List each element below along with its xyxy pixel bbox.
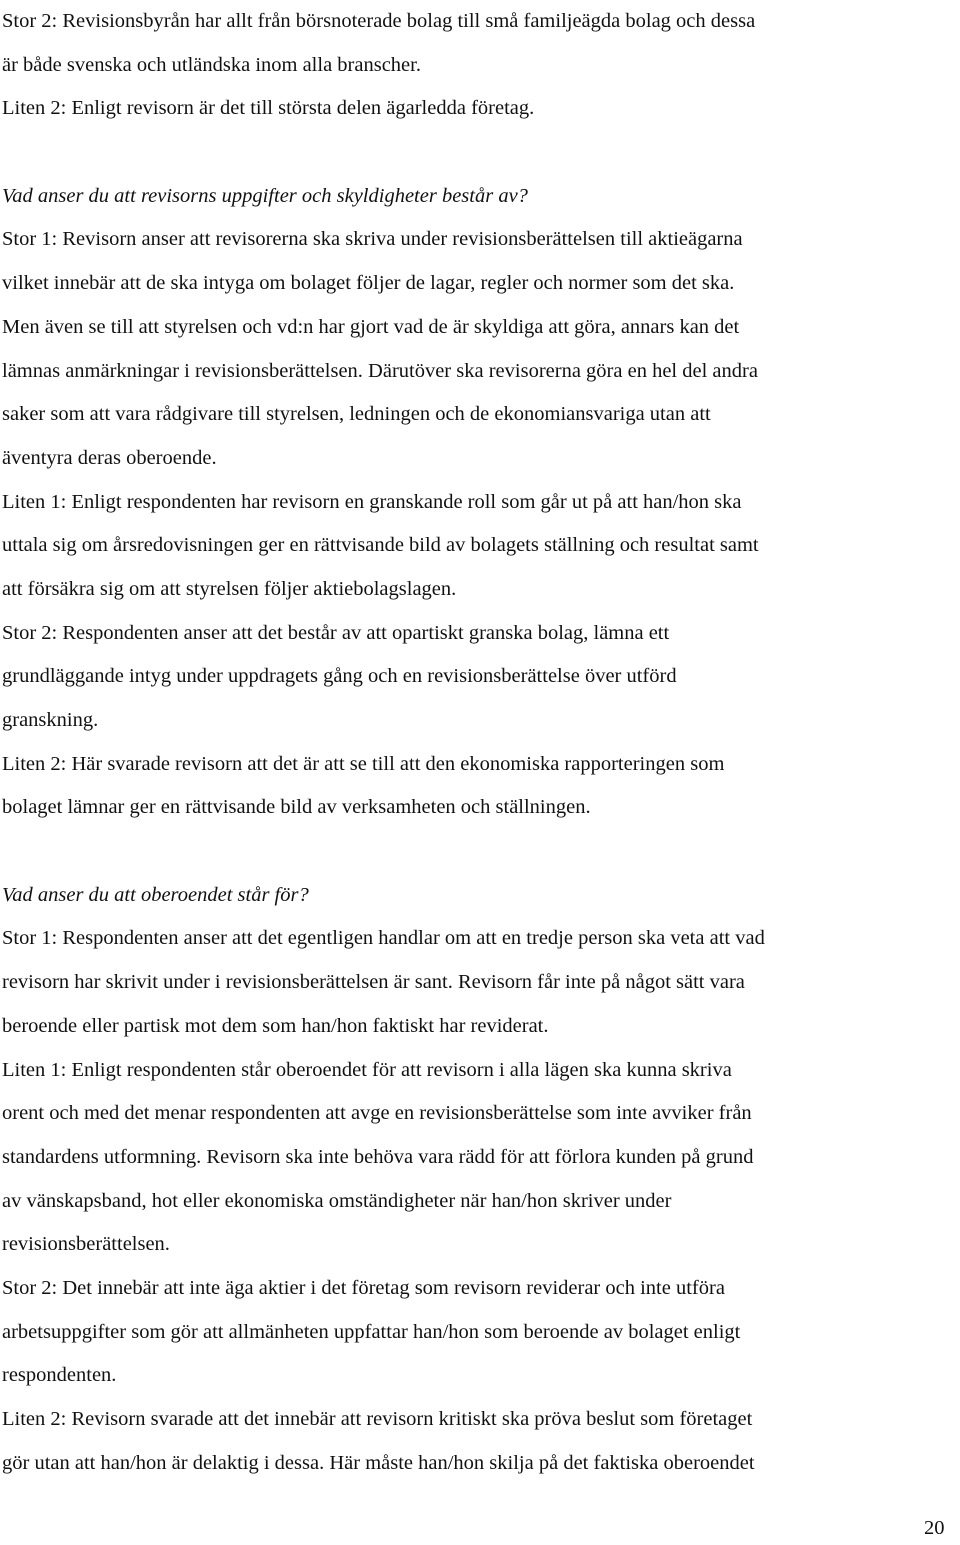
blank-line [2,830,954,874]
text-line: lämnas anmärkningar i revisionsberättelsen. Därutöver ska revisorerna göra en hel del andra [2,359,758,382]
text-line: av vänskapsband, hot eller ekonomiska omständigheter när han/hon skriver under [2,1189,672,1212]
text-line: revisorn har skrivit under i revisionsberättelsen är sant. Revisorn får inte på något sätt vara [2,971,745,994]
question-line: Vad anser du att oberoendet står för? [2,883,309,906]
document-body [2,0,954,1485]
text-line: är både svenska och utländska inom alla branscher. [2,53,421,76]
text-line: Liten 2: Här svarade revisorn att det är att se till att den ekonomiska rapporteringen som [2,752,725,775]
text-line: revisionsberättelsen. [2,1233,170,1256]
text-line: Liten 1: Enligt respondenten har revisorn en granskande roll som går ut på att han/hon ska [2,490,742,513]
text-line: Stor 2: Det innebär att inte äga aktier i det företag som revisorn reviderar och inte utföra [2,1276,725,1299]
question-line: Vad anser du att revisorns uppgifter och skyldigheter består av? [2,184,528,207]
text-line: att försäkra sig om att styrelsen följer aktiebolagslagen. [2,577,457,600]
text-line: Men även se till att styrelsen och vd:n har gjort vad de är skyldiga att göra, annars kan det [2,315,740,338]
blank-line [2,131,954,175]
text-line: Stor 2: Respondenten anser att det består av att opartiskt granska bolag, lämna ett [2,621,670,644]
text-line: uttala sig om årsredovisningen ger en rättvisande bild av bolagets ställning och resultat samt [2,534,759,557]
text-line: orent och med det menar respondenten att avge en revisionsberättelse som inte avviker från [2,1102,752,1125]
text-line: gör utan att han/hon är delaktig i dessa. Här måste han/hon skilja på det faktiska oberoendet [2,1451,755,1474]
text-line: äventyra deras oberoende. [2,446,217,469]
text-line: Liten 2: Enligt revisorn är det till största delen ägarledda företag. [2,97,535,120]
text-line: vilket innebär att de ska intyga om bolaget följer de lagar, regler och normer som det ska. [2,272,735,295]
text-line: beroende eller partisk mot dem som han/hon faktiskt har reviderat. [2,1014,549,1037]
text-line: standardens utformning. Revisorn ska inte behöva vara rädd för att förlora kunden på grund [2,1145,754,1168]
text-line: saker som att vara rådgivare till styrelsen, ledningen och de ekonomiansvariga utan att [2,403,711,426]
text-line: Stor 1: Revisorn anser att revisorerna ska skriva under revisionsberättelsen till aktieägarna [2,228,743,251]
text-line: Stor 2: Revisionsbyrån har allt från börsnoterade bolag till små familjeägda bolag och dessa [2,10,756,32]
text-line: Liten 1: Enligt respondenten står oberoendet för att revisorn i alla lägen ska kunna skriva [2,1058,732,1081]
text-line: bolaget lämnar ger en rättvisande bild av verksamheten och ställningen. [2,796,591,819]
text-line: arbetsuppgifter som gör att allmänheten uppfattar han/hon som beroende av bolaget enligt [2,1320,741,1343]
page-number: 20 [924,1517,945,1539]
text-line: Liten 2: Revisorn svarade att det innebär att revisorn kritiskt ska pröva beslut som företaget [2,1408,753,1430]
text-line: granskning. [2,709,99,731]
text-line: grundläggande intyg under uppdragets gång och en revisionsberättelse över utförd [2,665,677,688]
text-line: Stor 1: Respondenten anser att det egentligen handlar om att en tredje person ska veta att vad [2,927,765,950]
text-line: respondenten. [2,1364,117,1387]
